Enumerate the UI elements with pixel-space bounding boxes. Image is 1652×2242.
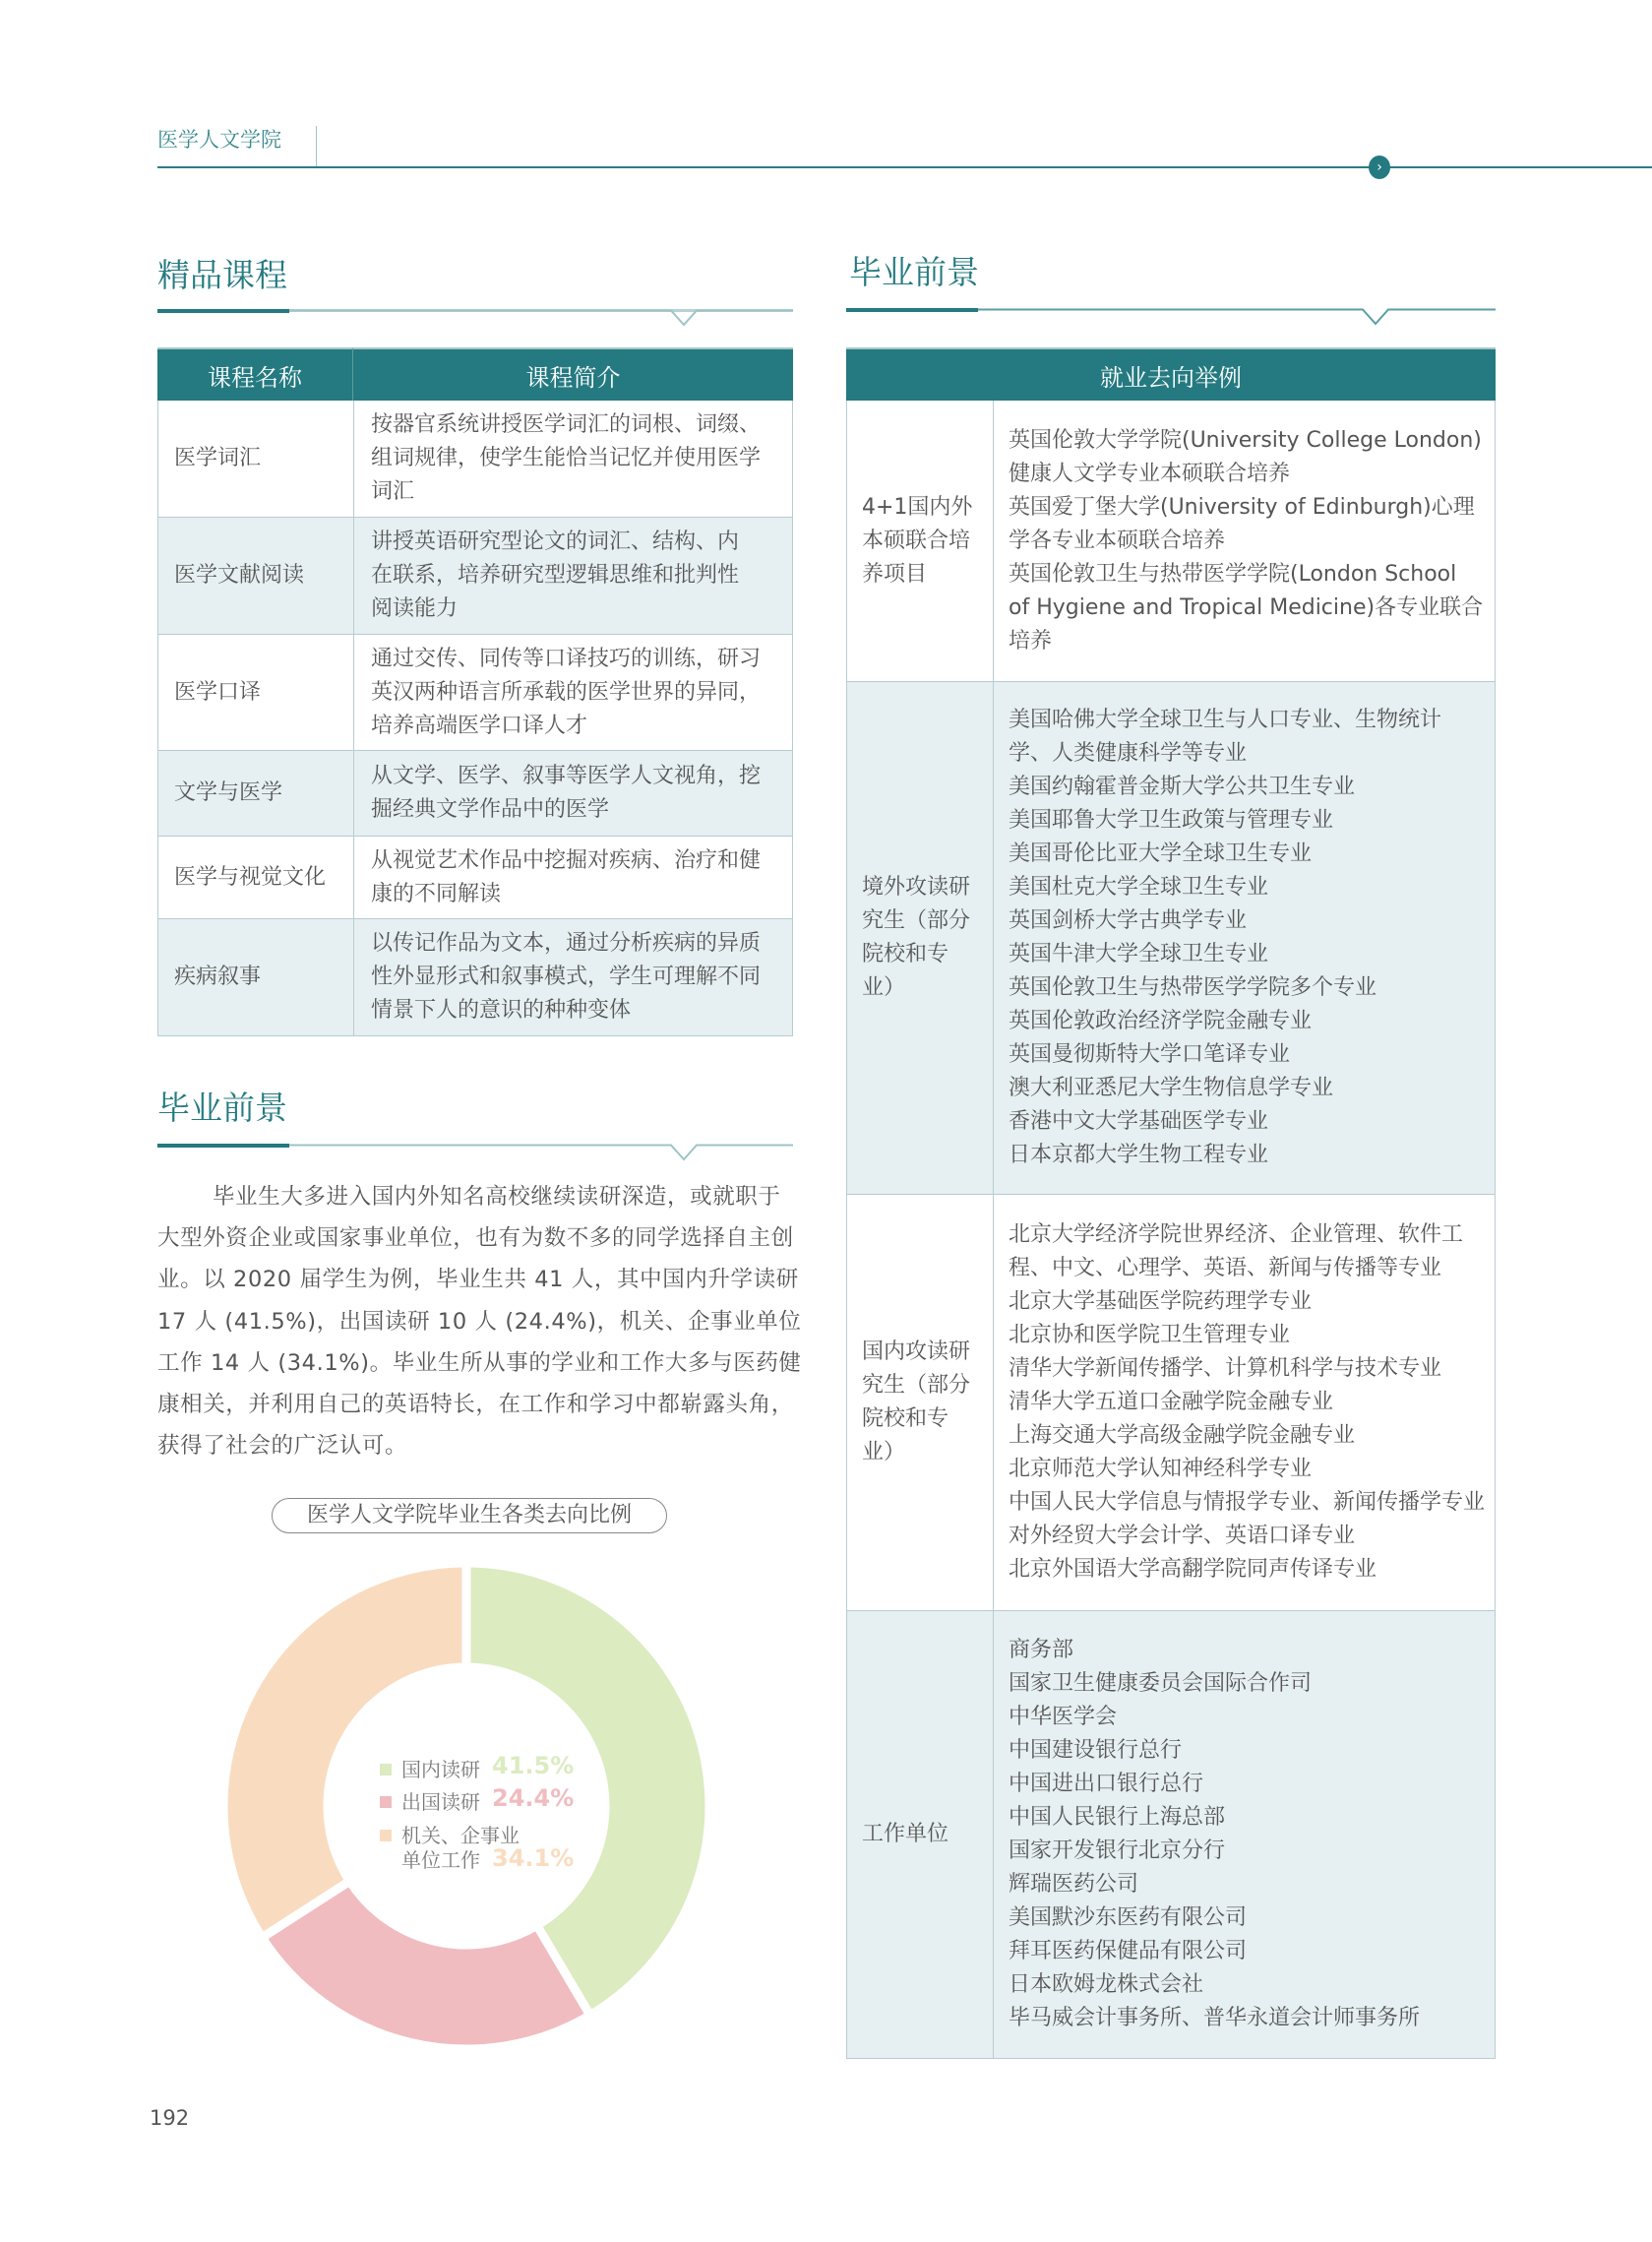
chevron-right-icon: ›: [1369, 156, 1390, 179]
legend-text: 国内读研: [401, 1758, 480, 1781]
employment-category: [862, 401, 990, 681]
table-row: [846, 1195, 1496, 1611]
example-item: 北京师范大学认知神经科学专业: [1009, 1457, 1313, 1481]
category-line: 4+1国内外: [862, 494, 973, 520]
example-item: 国家开发银行北京分行: [1009, 1838, 1226, 1863]
description-line: 阅读能力: [371, 596, 459, 621]
table-row: [157, 751, 793, 837]
category-line: 究生（部分: [862, 908, 971, 933]
paragraph-line: 17 人 (41.5%)，出国读研 10 人 (24.4%)，机关、企事业单位: [157, 1308, 802, 1335]
example-item: 英国曼彻斯特大学口笔译专业: [1009, 1042, 1291, 1067]
legend-text: 单位工作: [401, 1848, 480, 1872]
description-line: 讲授英语研究型论文的词汇、结构、内: [371, 529, 740, 554]
example-item: 中国人民银行上海总部: [1009, 1805, 1226, 1830]
course-description: [353, 518, 792, 634]
description-line: 情景下人的意识的种种变体: [371, 998, 632, 1023]
example-item: 英国爱丁堡大学(University of Edinburgh)心理: [1009, 494, 1475, 520]
example-item: 清华大学新闻传播学、计算机科学与技术专业: [1009, 1356, 1442, 1381]
course-name: 文学与医学: [174, 780, 283, 805]
table-row: [157, 401, 793, 518]
example-item: 商务部: [1009, 1638, 1074, 1662]
paragraph-line: 工作 14 人 (34.1%)。毕业生所从事的学业和工作大多与医药健: [157, 1349, 802, 1376]
example-item: 日本京都大学生物工程专业: [1009, 1143, 1269, 1167]
table-row: [846, 401, 1496, 682]
table-row: [157, 919, 793, 1036]
example-item: 程、中文、心理学、英语、新闻与传播等专业: [1009, 1256, 1442, 1280]
example-item: 对外经贸大学会计学、英语口译专业: [1009, 1524, 1356, 1548]
example-item: 健康人文学专业本硕联合培养: [1009, 461, 1291, 486]
example-item: 英国牛津大学全球卫生专业: [1009, 942, 1269, 966]
legend-label: [380, 1786, 480, 1815]
header-rule: [157, 166, 1652, 168]
course-name: 疾病叙事: [174, 965, 262, 989]
description-line: 以传记作品为文本，通过分析疾病的异质: [371, 931, 762, 956]
example-item: 中国人民大学信息与情报学专业、新闻传播学专业: [1009, 1490, 1486, 1515]
example-item: 中华医学会: [1009, 1705, 1118, 1729]
courses-title: 精品课程: [157, 256, 287, 294]
table-row: [157, 518, 793, 635]
course-name: 医学与视觉文化: [174, 864, 327, 890]
paragraph-line: 大型外资企业或国家事业单位，也有为数不多的同学选择自主创: [157, 1225, 794, 1252]
example-item: 美国哈佛大学全球卫生与人口专业、生物统计: [1009, 708, 1442, 732]
employment-category: [862, 1195, 990, 1610]
example-item: 美国哥伦比亚大学全球卫生专业: [1009, 841, 1313, 866]
legend-label: [380, 1754, 480, 1782]
description-line: 词汇: [371, 479, 415, 504]
category-line: 本硕联合培: [862, 528, 971, 553]
course-name: 医学口译: [174, 679, 262, 705]
category-line: 业）: [862, 975, 906, 1000]
table-row: [157, 837, 793, 919]
example-item: 日本欧姆龙株式会社: [1009, 1972, 1204, 1997]
table-row: [846, 682, 1496, 1195]
employment-examples: [993, 1195, 1495, 1610]
example-item: 英国伦敦卫生与热带医学学院(London School: [1009, 561, 1457, 587]
course-name: 医学文献阅读: [174, 563, 305, 588]
category-line: 院校和专: [862, 1406, 949, 1431]
example-item: 英国伦敦大学学院(University College London): [1009, 427, 1482, 453]
description-line: 掘经典文学作品中的医学: [371, 797, 610, 822]
employment-title-underline: [846, 308, 1496, 338]
prospects-title: 毕业前景: [157, 1089, 287, 1127]
employment-examples: [993, 682, 1495, 1194]
description-line: 从视觉艺术作品中挖掘对疾病、治疗和健: [371, 847, 762, 873]
legend-percent: 41.5%: [492, 1752, 575, 1779]
legend-text: 出国读研: [401, 1790, 480, 1814]
example-item: 中国进出口银行总行: [1009, 1772, 1204, 1796]
example-item: 香港中文大学基础医学专业: [1009, 1109, 1269, 1134]
courses-title-underline: [157, 309, 793, 339]
legend-swatch: [380, 1830, 392, 1841]
example-item: 学、人类健康科学等专业: [1009, 741, 1248, 766]
description-line: 康的不同解读: [371, 881, 502, 906]
category-line: 业）: [862, 1440, 906, 1464]
category-line: 境外攻读研: [862, 875, 971, 900]
employment-category: [862, 682, 990, 1194]
description-line: 性外显形式和叙事模式，学生可理解不同: [371, 965, 762, 989]
description-line: 在联系，培养研究型逻辑思维和批判性: [371, 563, 740, 588]
employment-title: 毕业前景: [849, 253, 979, 291]
example-item: 美国默沙东医药有限公司: [1009, 1905, 1248, 1930]
example-item: 澳大利亚悉尼大学生物信息学专业: [1009, 1076, 1334, 1100]
chart-title: 医学人文学院毕业生各类去向比例: [272, 1498, 667, 1533]
example-item: 学各专业本硕联合培养: [1009, 528, 1226, 553]
course-description: [353, 919, 792, 1035]
example-item: 毕马威会计事务所、普华永道会计师事务所: [1009, 2006, 1421, 2030]
category-line: 工作单位: [862, 1822, 949, 1846]
header-divider: [316, 126, 317, 167]
section-header: 医学人文学院: [157, 128, 281, 152]
example-item: 北京大学经济学院世界经济、企业管理、软件工: [1009, 1222, 1464, 1247]
example-item: 中国建设银行总行: [1009, 1738, 1183, 1763]
example-item: 英国剑桥大学古典学专业: [1009, 908, 1248, 933]
example-item: 辉瑞医药公司: [1009, 1872, 1139, 1897]
course-description: [353, 751, 792, 836]
paragraph-line: 康相关，并利用自己的英语特长，在工作和学习中都崭露头角，: [157, 1392, 794, 1417]
course-description: [353, 635, 792, 750]
legend-text: 机关、企事业: [401, 1824, 520, 1847]
example-item: 美国杜克大学全球卫生专业: [1009, 875, 1269, 900]
legend-swatch: [380, 1764, 392, 1775]
employment-table-header: 就业去向举例: [846, 347, 1496, 401]
paragraph-line: 毕业生大多进入国内外知名高校继续读研深造，或就职于: [213, 1184, 781, 1210]
paragraph-line: 业。以 2020 届学生为例，毕业生共 41 人，其中国内升学读研: [157, 1267, 799, 1293]
category-line: 国内攻读研: [862, 1339, 971, 1364]
course-name: 医学词汇: [174, 446, 262, 470]
example-item: 清华大学五道口金融学院金融专业: [1009, 1390, 1334, 1414]
example-item: 英国伦敦卫生与热带医学学院多个专业: [1009, 975, 1377, 1000]
legend-label: [401, 1844, 480, 1873]
description-line: 英汉两种语言所承载的医学世界的异同，: [371, 679, 762, 705]
example-item: 北京协和医学院卫生管理专业: [1009, 1323, 1291, 1347]
description-line: 从文学、医学、叙事等医学人文视角，挖: [371, 764, 762, 788]
table-row: [846, 1611, 1496, 2059]
employment-category: [862, 1611, 990, 2058]
courses-table-header: [157, 347, 793, 401]
table-row: [157, 635, 793, 751]
legend-percent: 24.4%: [492, 1784, 575, 1812]
course-description: [353, 837, 792, 918]
example-item: 北京外国语大学高翻学院同声传译专业: [1009, 1557, 1377, 1582]
example-item: 美国耶鲁大学卫生政策与管理专业: [1009, 808, 1334, 833]
page-number: 192: [150, 2106, 190, 2130]
description-line: 按器官系统讲授医学词汇的词根、词缀、: [371, 412, 762, 437]
example-item: 拜耳医药保健品有限公司: [1009, 1939, 1248, 1963]
paragraph-line: 获得了社会的广泛认可。: [157, 1433, 408, 1460]
employment-examples: [993, 1611, 1495, 2058]
column-header-name: 课程名称: [157, 347, 353, 401]
example-item: 上海交通大学高级金融学院金融专业: [1009, 1423, 1356, 1448]
description-line: 培养高端医学口译人才: [371, 713, 588, 738]
example-item: 美国约翰霍普金斯大学公共卫生专业: [1009, 775, 1356, 799]
legend-percent: 34.1%: [492, 1844, 575, 1872]
example-item: 英国伦敦政治经济学院金融专业: [1009, 1009, 1313, 1033]
category-line: 究生（部分: [862, 1373, 971, 1398]
example-item: 国家卫生健康委员会国际合作司: [1009, 1671, 1313, 1696]
employment-examples: [993, 401, 1495, 681]
example-item: of Hygiene and Tropical Medicine)各专业联合: [1009, 594, 1484, 620]
donut-slice-2: [223, 1563, 466, 1938]
column-header-desc: 课程简介: [353, 347, 793, 401]
category-line: 院校和专: [862, 942, 949, 966]
description-line: 通过交传、同传等口译技巧的训练，研习: [371, 646, 762, 671]
example-item: 培养: [1009, 628, 1053, 654]
category-line: 养项目: [862, 561, 928, 587]
legend-swatch: [380, 1796, 392, 1808]
description-line: 组词规律，使学生能恰当记忆并使用医学: [371, 446, 762, 470]
example-item: 北京大学基础医学院药理学专业: [1009, 1289, 1313, 1314]
prospects-title-underline: [157, 1144, 793, 1173]
course-description: [353, 401, 792, 517]
